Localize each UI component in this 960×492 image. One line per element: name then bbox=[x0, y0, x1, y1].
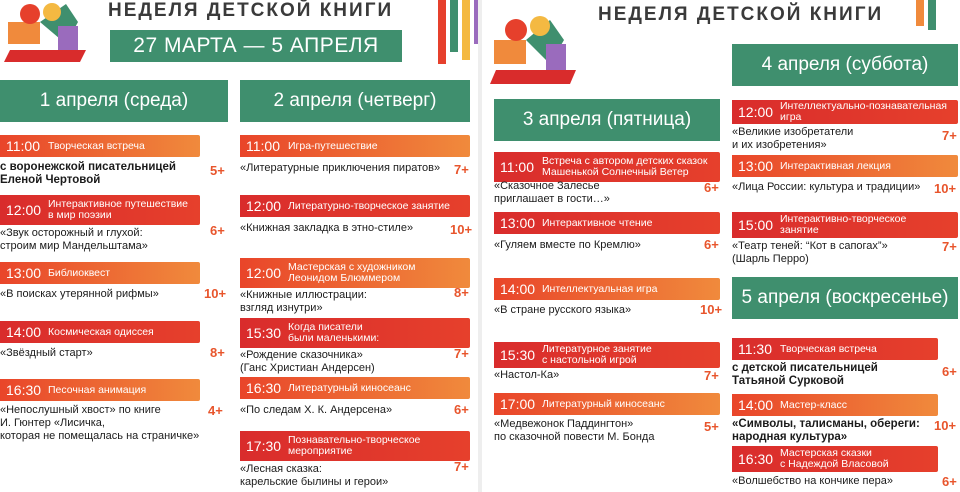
event-desc: «Великие изобретатели и их изобретения» bbox=[732, 126, 854, 151]
decorative-stripes bbox=[916, 0, 936, 30]
event-desc: «Гуляем вместе по Кремлю» bbox=[494, 239, 641, 251]
event-time: 16:30 bbox=[738, 451, 774, 467]
event-time: 13:00 bbox=[738, 158, 774, 174]
day-banner-apr5: 5 апреля (воскресенье) bbox=[732, 277, 958, 319]
event-time: 11:30 bbox=[738, 341, 772, 357]
age-badge: 6+ bbox=[942, 364, 957, 379]
event-apr2-4 bbox=[240, 318, 474, 374]
age-badge: 4+ bbox=[208, 403, 223, 418]
event-time: 11:00 bbox=[500, 159, 534, 175]
event-type: Творческая встреча bbox=[780, 342, 877, 355]
event-type: Когда писатели были маленькими: bbox=[288, 321, 380, 344]
age-badge: 7+ bbox=[942, 128, 957, 143]
event-apr3-1 bbox=[494, 152, 726, 208]
event-time: 12:00 bbox=[6, 202, 42, 218]
event-desc: «Рождение сказочника» (Ганс Христиан Андерсен) bbox=[240, 349, 375, 374]
event-apr1-2 bbox=[0, 195, 228, 251]
event-desc: «По следам Х. К. Андерсена» bbox=[240, 404, 393, 416]
event-type: Библиоквест bbox=[48, 266, 111, 279]
age-badge: 7+ bbox=[454, 346, 469, 361]
event-type: Познавательно-творческое мероприятие bbox=[288, 434, 421, 457]
event-desc: «Настол-Ка» bbox=[494, 369, 560, 381]
age-badge: 10+ bbox=[450, 222, 473, 237]
event-type: Космическая одиссея bbox=[48, 325, 154, 338]
event-apr1-3 bbox=[0, 262, 228, 306]
event-apr5-1 bbox=[732, 338, 960, 394]
event-time: 14:00 bbox=[6, 324, 42, 340]
event-apr1-4 bbox=[0, 321, 228, 365]
poster-panel-right bbox=[482, 0, 960, 492]
event-apr5-2 bbox=[732, 394, 960, 450]
day-banner-apr4: 4 апреля (суббота) bbox=[732, 44, 958, 86]
age-badge: 10+ bbox=[934, 181, 957, 196]
event-apr2-6 bbox=[240, 431, 474, 491]
event-time: 11:00 bbox=[246, 138, 280, 154]
event-desc: «Книжные иллюстрации: взгляд изнутри» bbox=[240, 289, 367, 314]
event-apr2-2 bbox=[240, 195, 474, 239]
event-apr3-4 bbox=[494, 342, 726, 386]
event-type: Мастерская сказки с Надеждой Власовой bbox=[780, 447, 889, 470]
event-time: 15:00 bbox=[738, 217, 774, 233]
event-type: Интерактивное чтение bbox=[542, 216, 653, 229]
event-desc: «Символы, талисманы, обереги: народная культура» bbox=[732, 418, 920, 443]
event-desc: «Волшебство на кончике пера» bbox=[732, 475, 893, 487]
children-reading-logo bbox=[488, 10, 584, 90]
age-badge: 7+ bbox=[454, 459, 469, 474]
event-apr3-3 bbox=[494, 278, 726, 322]
event-apr3-5 bbox=[494, 393, 726, 449]
event-desc: «Книжная закладка в этно-стиле» bbox=[240, 222, 414, 234]
decorative-stripes bbox=[438, 0, 478, 64]
event-type: Мастер-класс bbox=[780, 398, 847, 411]
event-desc: «Медвежонок Паддингтон» по сказочной повести М. Бонда bbox=[494, 418, 655, 443]
age-badge: 5+ bbox=[210, 163, 225, 178]
event-desc: «В стране русского языка» bbox=[494, 304, 632, 316]
event-time: 12:00 bbox=[738, 104, 774, 120]
event-desc: «Сказочное Залесье приглашает в гости…» bbox=[494, 180, 610, 205]
age-badge: 8+ bbox=[454, 285, 469, 300]
event-type: Литературное занятие с настольной игрой bbox=[542, 343, 652, 366]
event-time: 17:00 bbox=[500, 396, 536, 412]
event-type: Интеллектуальная игра bbox=[542, 282, 658, 295]
event-type: Песочная анимация bbox=[48, 383, 147, 396]
event-desc: «Звёздный старт» bbox=[0, 347, 93, 359]
event-type: Литературный киносеанс bbox=[288, 381, 411, 394]
age-badge: 7+ bbox=[942, 239, 957, 254]
event-desc: «Литературные приключения пиратов» bbox=[240, 162, 441, 174]
event-type: Литературно-творческое занятие bbox=[288, 199, 451, 212]
age-badge: 6+ bbox=[704, 237, 719, 252]
event-time: 13:00 bbox=[500, 215, 536, 231]
age-badge: 7+ bbox=[704, 368, 719, 383]
age-badge: 6+ bbox=[704, 180, 719, 195]
poster-title: НЕДЕЛЯ ДЕТСКОЙ КНИГИ bbox=[598, 4, 884, 25]
day-banner-apr1: 1 апреля (среда) bbox=[0, 80, 228, 122]
event-time: 15:30 bbox=[500, 347, 536, 363]
day-banner-apr3: 3 апреля (пятница) bbox=[494, 99, 720, 141]
event-time: 16:30 bbox=[246, 380, 282, 396]
event-apr5-3 bbox=[732, 446, 960, 492]
event-desc: «В поисках утерянной рифмы» bbox=[0, 288, 159, 300]
event-time: 12:00 bbox=[246, 198, 282, 214]
children-reading-logo bbox=[0, 0, 96, 68]
event-apr4-3 bbox=[732, 212, 960, 268]
event-type: Литературный киносеанс bbox=[542, 397, 665, 410]
event-type: Игра-путешествие bbox=[288, 139, 378, 152]
event-apr2-3 bbox=[240, 258, 474, 314]
event-apr1-5 bbox=[0, 379, 228, 449]
event-desc: с детской писательницей Татьяной Сурковой bbox=[732, 362, 878, 387]
event-desc: «Лица России: культура и традиции» bbox=[732, 181, 921, 193]
event-desc: «Театр теней: “Кот в сапогах”» (Шарль Перро) bbox=[732, 240, 888, 265]
event-time: 14:00 bbox=[500, 281, 536, 297]
event-type: Интеллектуально-познавательная игра bbox=[780, 100, 947, 123]
age-badge: 10+ bbox=[204, 286, 227, 301]
event-type: Интерактивная лекция bbox=[780, 159, 891, 172]
event-type: Встреча с автором детских сказок Машенькой Солнечный Ветер bbox=[542, 155, 708, 178]
festival-dates-banner: 27 МАРТА — 5 АПРЕЛЯ bbox=[110, 30, 402, 62]
event-apr4-1 bbox=[732, 100, 960, 156]
event-type: Творческая встреча bbox=[48, 139, 145, 152]
age-badge: 10+ bbox=[934, 418, 957, 433]
event-apr1-1 bbox=[0, 135, 228, 191]
event-type: Мастерская с художником Леонидом Блюммером bbox=[288, 261, 416, 284]
event-apr3-2 bbox=[494, 212, 726, 256]
event-time: 17:30 bbox=[246, 438, 282, 454]
age-badge: 8+ bbox=[210, 345, 225, 360]
event-apr2-1 bbox=[240, 135, 474, 179]
age-badge: 6+ bbox=[942, 474, 957, 489]
age-badge: 10+ bbox=[700, 302, 723, 317]
event-apr2-5 bbox=[240, 377, 474, 421]
day-banner-apr2: 2 апреля (четверг) bbox=[240, 80, 470, 122]
event-time: 13:00 bbox=[6, 265, 42, 281]
event-desc: «Лесная сказка: карельские былины и герои» bbox=[240, 463, 389, 488]
event-type: Интерактивно-творческое занятие bbox=[780, 213, 907, 236]
age-badge: 7+ bbox=[454, 162, 469, 177]
event-time: 14:00 bbox=[738, 397, 774, 413]
event-apr4-2 bbox=[732, 155, 960, 199]
age-badge: 5+ bbox=[704, 419, 719, 434]
event-time: 11:00 bbox=[6, 138, 40, 154]
age-badge: 6+ bbox=[454, 402, 469, 417]
event-time: 12:00 bbox=[246, 265, 282, 281]
event-desc: с воронежской писательницей Еленой Чертовой bbox=[0, 161, 176, 186]
age-badge: 6+ bbox=[210, 223, 225, 238]
poster-panel-left bbox=[0, 0, 478, 492]
event-time: 16:30 bbox=[6, 382, 42, 398]
event-time: 15:30 bbox=[246, 325, 282, 341]
event-type: Интерактивное путешествие в мир поэзии bbox=[48, 198, 188, 221]
poster-title: НЕДЕЛЯ ДЕТСКОЙ КНИГИ bbox=[108, 0, 394, 21]
event-desc: «Звук осторожный и глухой: строим мир Мандельштама» bbox=[0, 227, 148, 252]
event-desc: «Непослушный хвост» по книге И. Гюнтер «Лисичка, которая не помещалась на страничке» bbox=[0, 404, 200, 442]
